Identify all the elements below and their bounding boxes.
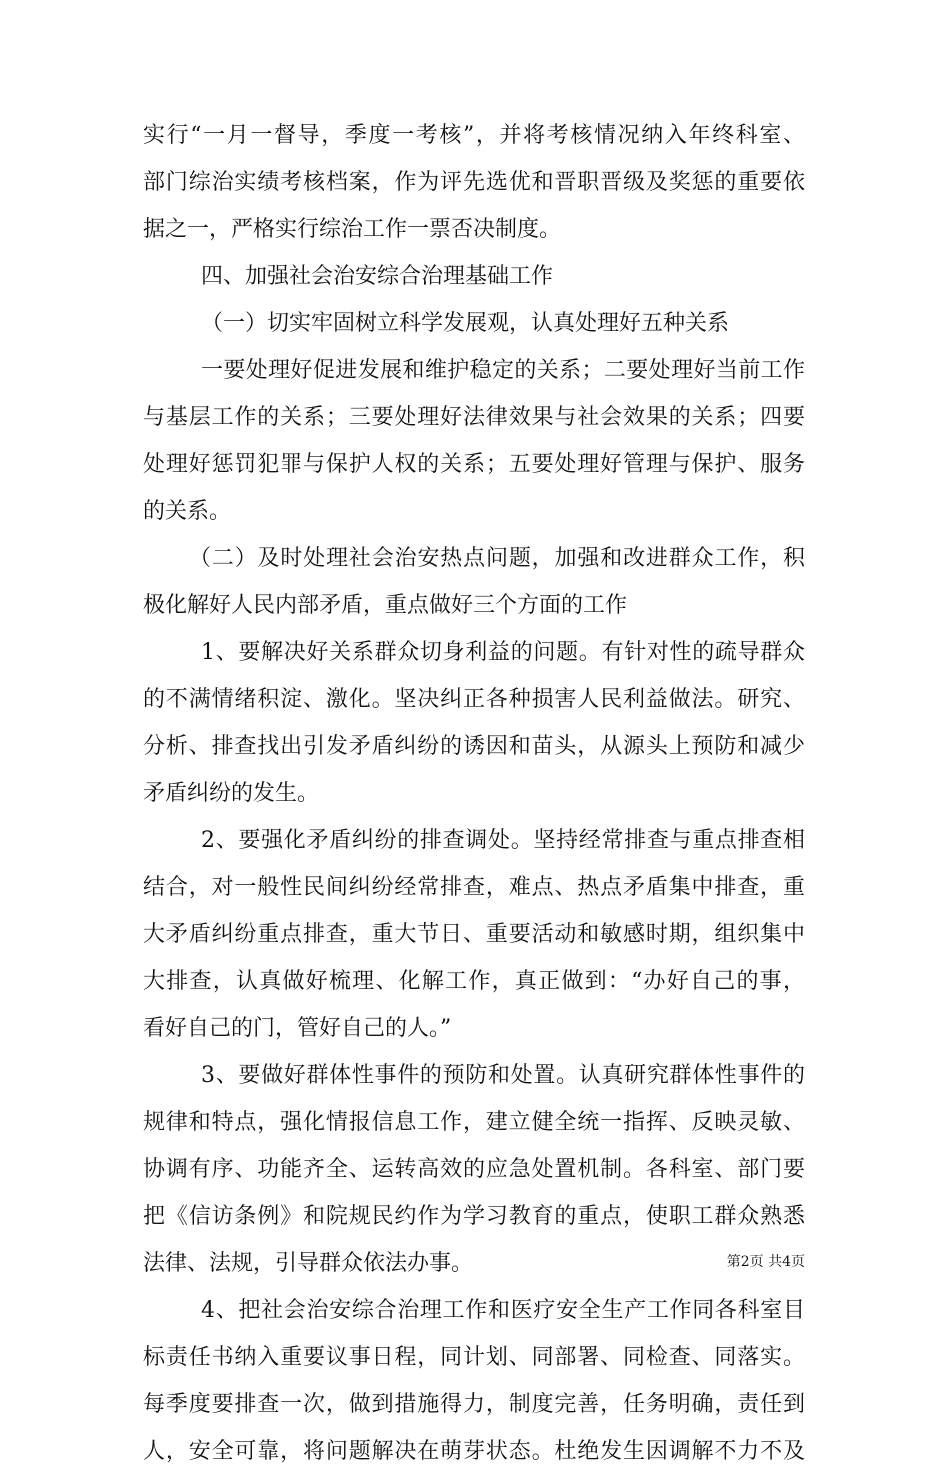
text-line: 法律、法规，引导群众依法办事。 bbox=[143, 1251, 474, 1276]
text-line: 部门综治实绩考核档案，作为评先选优和晋职晋级及奖惩的重要依 bbox=[143, 170, 805, 195]
text-line: 分析、排查找出引发矛盾纠纷的诱因和苗头，从源头上预防和减少 bbox=[143, 734, 805, 759]
text-line: 大排查，认真做好梳理、化解工作，真正做到：“办好自己的事， bbox=[143, 969, 805, 994]
text-line: 3、要做好群体性事件的预防和处置。认真研究群体性事件的 bbox=[201, 1063, 805, 1088]
text-line: 大矛盾纠纷重点排查，重大节日、重要活动和敏感时期，组织集中 bbox=[143, 922, 805, 947]
text-line: 4、把社会治安综合治理工作和医疗安全生产工作同各科室目 bbox=[201, 1298, 805, 1323]
text-line: 实行“一月一督导，季度一考核”，并将考核情况纳入年终科室、 bbox=[143, 123, 805, 148]
text-line: 与基层工作的关系；三要处理好法律效果与社会效果的关系；四要 bbox=[143, 405, 805, 430]
text-line: 的关系。 bbox=[143, 499, 232, 524]
page-number: 第2页 共4页 bbox=[726, 1254, 805, 1270]
text-line: 一要处理好促进发展和维护稳定的关系；二要处理好当前工作 bbox=[201, 358, 805, 383]
text-line: 把《信访条例》和院规民约作为学习教育的重点，使职工群众熟悉 bbox=[143, 1204, 805, 1229]
text-line: 看好自己的门，管好自己的人。” bbox=[143, 1016, 452, 1041]
text-line: 标责任书纳入重要议事日程，同计划、同部署、同检查、同落实。 bbox=[143, 1345, 805, 1370]
subsection-heading: （二）及时处理社会治安热点问题，加强和改进群众工作，积 bbox=[189, 546, 805, 571]
text-line: 规律和特点，强化情报信息工作，建立健全统一指挥、反映灵敏、 bbox=[143, 1110, 805, 1135]
section-heading: 四、加强社会治安综合治理基础工作 bbox=[201, 264, 554, 289]
subsection-heading: （一）切实牢固树立科学发展观，认真处理好五种关系 bbox=[201, 311, 730, 336]
text-line: 2、要强化矛盾纠纷的排查调处。坚持经常排查与重点排查相 bbox=[201, 828, 805, 853]
text-line: 结合，对一般性民间纠纷经常排查，难点、热点矛盾集中排查，重 bbox=[143, 875, 805, 900]
text-line: 据之一，严格实行综治工作一票否决制度。 bbox=[143, 217, 562, 242]
text-line: 人，安全可靠，将问题解决在萌芽状态。杜绝发生因调解不力不及 bbox=[143, 1439, 805, 1464]
text-line: 极化解好人民内部矛盾，重点做好三个方面的工作 bbox=[143, 593, 628, 618]
text-line: 的不满情绪积淀、激化。坚决纠正各种损害人民利益做法。研究、 bbox=[143, 687, 805, 712]
text-line: 矛盾纠纷的发生。 bbox=[143, 781, 320, 806]
text-line: 每季度要排查一次，做到措施得力，制度完善，任务明确，责任到 bbox=[143, 1392, 805, 1417]
text-line: 处理好惩罚犯罪与保护人权的关系；五要处理好管理与保护、服务 bbox=[143, 452, 805, 477]
text-line: 协调有序、功能齐全、运转高效的应急处置机制。各科室、部门要 bbox=[143, 1157, 805, 1182]
document-body bbox=[143, 112, 805, 1475]
text-line: 1、要解决好关系群众切身利益的问题。有针对性的疏导群众 bbox=[201, 640, 805, 665]
